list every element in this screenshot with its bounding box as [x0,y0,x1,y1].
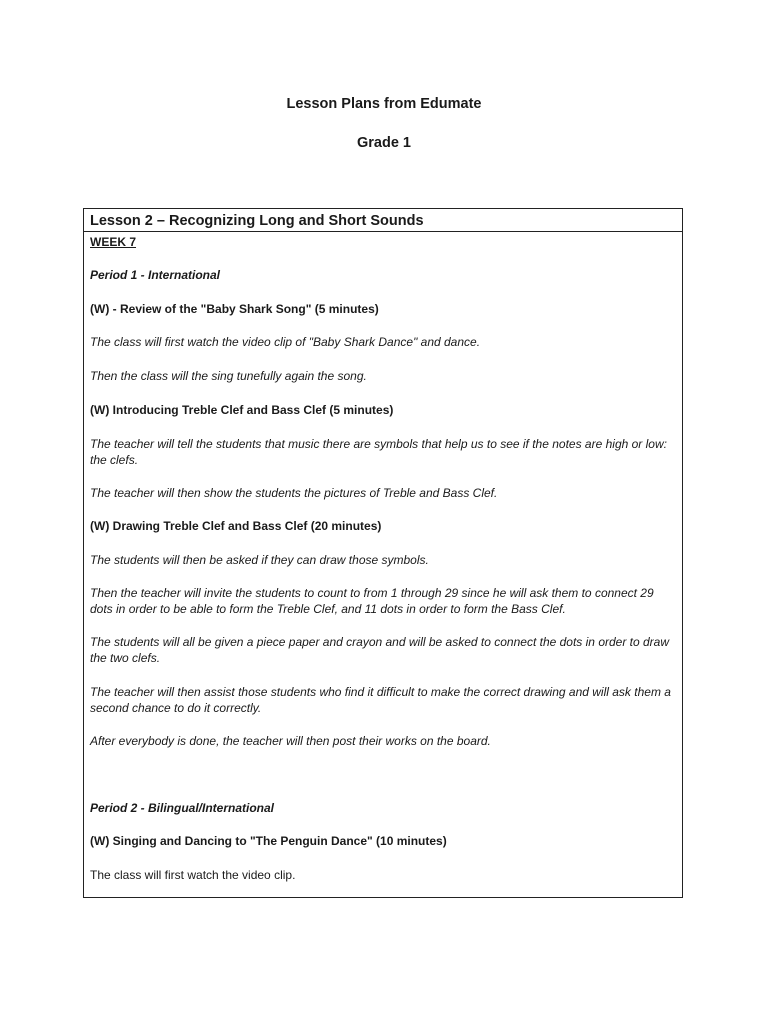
activity-3-paragraph-1: The students will then be asked if they can draw those symbols. [90,553,429,567]
activity-4-paragraph-1: The class will first watch the video clip. [90,868,296,882]
activity-2-heading: (W) Introducing Treble Clef and Bass Clef (5 minutes) [90,403,394,417]
lesson-table [83,208,683,898]
activity-3-heading: (W) Drawing Treble Clef and Bass Clef (20 minutes) [90,519,382,533]
activity-3-paragraph-5: After everybody is done, the teacher will then post their works on the board. [90,734,491,748]
lesson-content [84,232,682,896]
activity-3-paragraph-4: The teacher will then assist those students who find it difficult to make the correct drawing and will ask them a second chance to do it correctly. [90,685,671,715]
activity-1-heading: (W) - Review of the "Baby Shark Song" (5 minutes) [90,302,379,316]
lesson-heading: Lesson 2 – Recognizing Long and Short Sounds [84,209,682,232]
activity-1-paragraph-2: Then the class will the sing tunefully again the song. [90,369,367,383]
grade-heading: Grade 1 [357,135,411,151]
period-2-label: Period 2 - Bilingual/International [90,801,275,815]
activity-2-paragraph-1: The teacher will tell the students that music there are symbols that help us to see if the notes are high or low: the clefs. [90,437,667,467]
document-title: Lesson Plans from Edumate [286,96,482,112]
activity-2-paragraph-2: The teacher will then show the students the pictures of Treble and Bass Clef. [90,486,498,500]
period-1-label: Period 1 - International [90,268,221,282]
activity-1-paragraph-1: The class will first watch the video clip of "Baby Shark Dance" and dance. [90,335,481,349]
activity-4-heading: (W) Singing and Dancing to "The Penguin Dance" (10 minutes) [90,834,447,848]
activity-3-paragraph-3: The students will all be given a piece paper and crayon and will be asked to connect the dots in order to draw the two clefs. [90,635,670,665]
activity-3-paragraph-2: Then the teacher will invite the students to count to from 1 through 29 since he will ask them to connect 29 dots in order to be able to form the Treble Clef, and 11 dots in order to form the Bass Clef. [90,586,654,616]
week-label: WEEK 7 [90,235,137,249]
